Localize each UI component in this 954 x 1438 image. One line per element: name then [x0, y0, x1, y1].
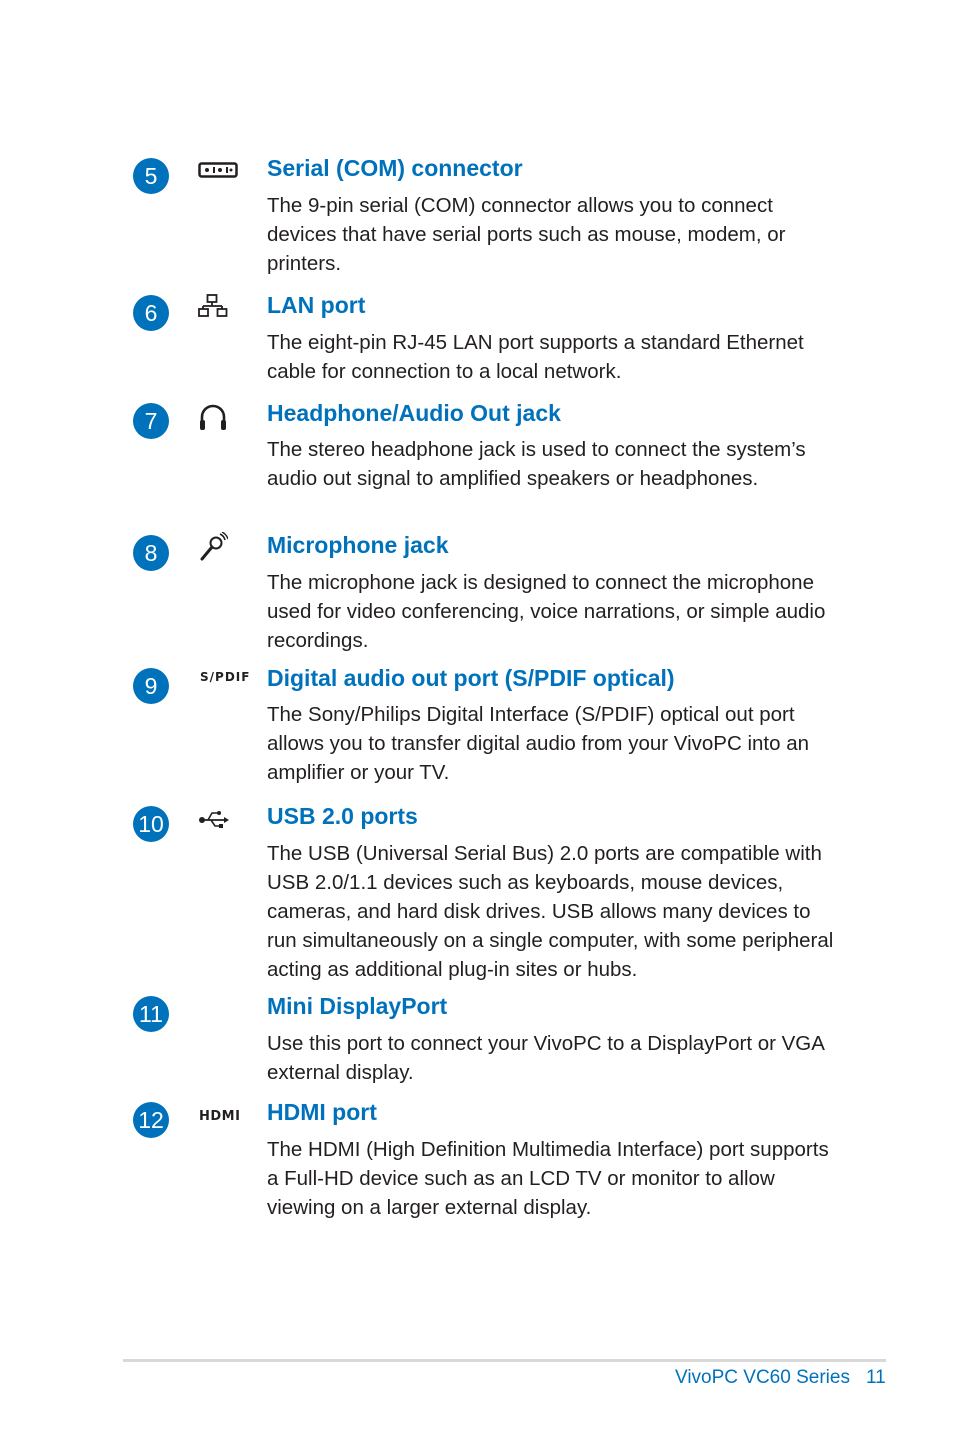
item-number-badge: 11 — [133, 996, 169, 1032]
item-description: The USB (Universal Serial Bus) 2.0 ports are compatible with USB 2.0/1.1 devices such as keyboards, mouse devices, cameras, and hard disk drives. USB allows many devices to run simultaneously on a single computer, with some peripheral acting as additional plug-in sites or hubs. — [267, 842, 834, 981]
hdmi-icon: HDMI — [199, 1109, 241, 1124]
footer-divider — [123, 1359, 886, 1362]
page-number: 11 — [866, 1367, 886, 1388]
item-title: Serial (COM) connector — [267, 155, 523, 181]
spdif-icon: S/PDIF — [200, 670, 251, 684]
item-number-badge: 6 — [133, 295, 169, 331]
usb-icon — [198, 808, 230, 835]
item-number-badge: 8 — [133, 535, 169, 571]
item-description: The stereo headphone jack is used to connect the system’s audio out signal to amplified speakers or headphones. — [267, 438, 806, 490]
item-title: Mini DisplayPort — [267, 993, 448, 1019]
item-description: The 9-pin serial (COM) connector allows you to connect devices that have serial ports such as mouse, modem, or printers. — [267, 194, 786, 275]
microphone-icon — [198, 532, 228, 569]
item-description: Use this port to connect your VivoPC to a DisplayPort or VGA external display. — [267, 1032, 824, 1084]
item-number-badge: 7 — [133, 403, 169, 439]
footer-series-name: VivoPC VC60 Series — [675, 1367, 850, 1388]
item-title: Digital audio out port (S/PDIF optical) — [267, 665, 675, 691]
item-description: The HDMI (High Definition Multimedia Interface) port supports a Full-HD device such as an LCD TV or monitor to allow viewing on a larger external display. — [267, 1138, 829, 1219]
item-description: The microphone jack is designed to connect the microphone used for video conferencing, voice narrations, or simple audio recordings. — [267, 571, 826, 652]
item-number-badge: 12 — [133, 1102, 169, 1138]
item-description: The Sony/Philips Digital Interface (S/PDIF) optical out port allows you to transfer digital audio from your VivoPC into an amplifier or your TV. — [267, 703, 810, 784]
item-title: Headphone/Audio Out jack — [267, 400, 561, 426]
item-title: LAN port — [267, 292, 366, 318]
item-title: USB 2.0 ports — [267, 803, 418, 829]
lan-icon — [198, 294, 228, 323]
item-title: HDMI port — [267, 1099, 377, 1125]
item-number-badge: 9 — [133, 668, 169, 704]
serial-port-icon — [198, 162, 238, 183]
item-title: Microphone jack — [267, 532, 449, 558]
item-number-badge: 10 — [133, 806, 169, 842]
headphone-icon — [198, 403, 228, 438]
item-description: The eight-pin RJ-45 LAN port supports a standard Ethernet cable for connection to a local network. — [267, 331, 804, 383]
item-number-badge: 5 — [133, 158, 169, 194]
